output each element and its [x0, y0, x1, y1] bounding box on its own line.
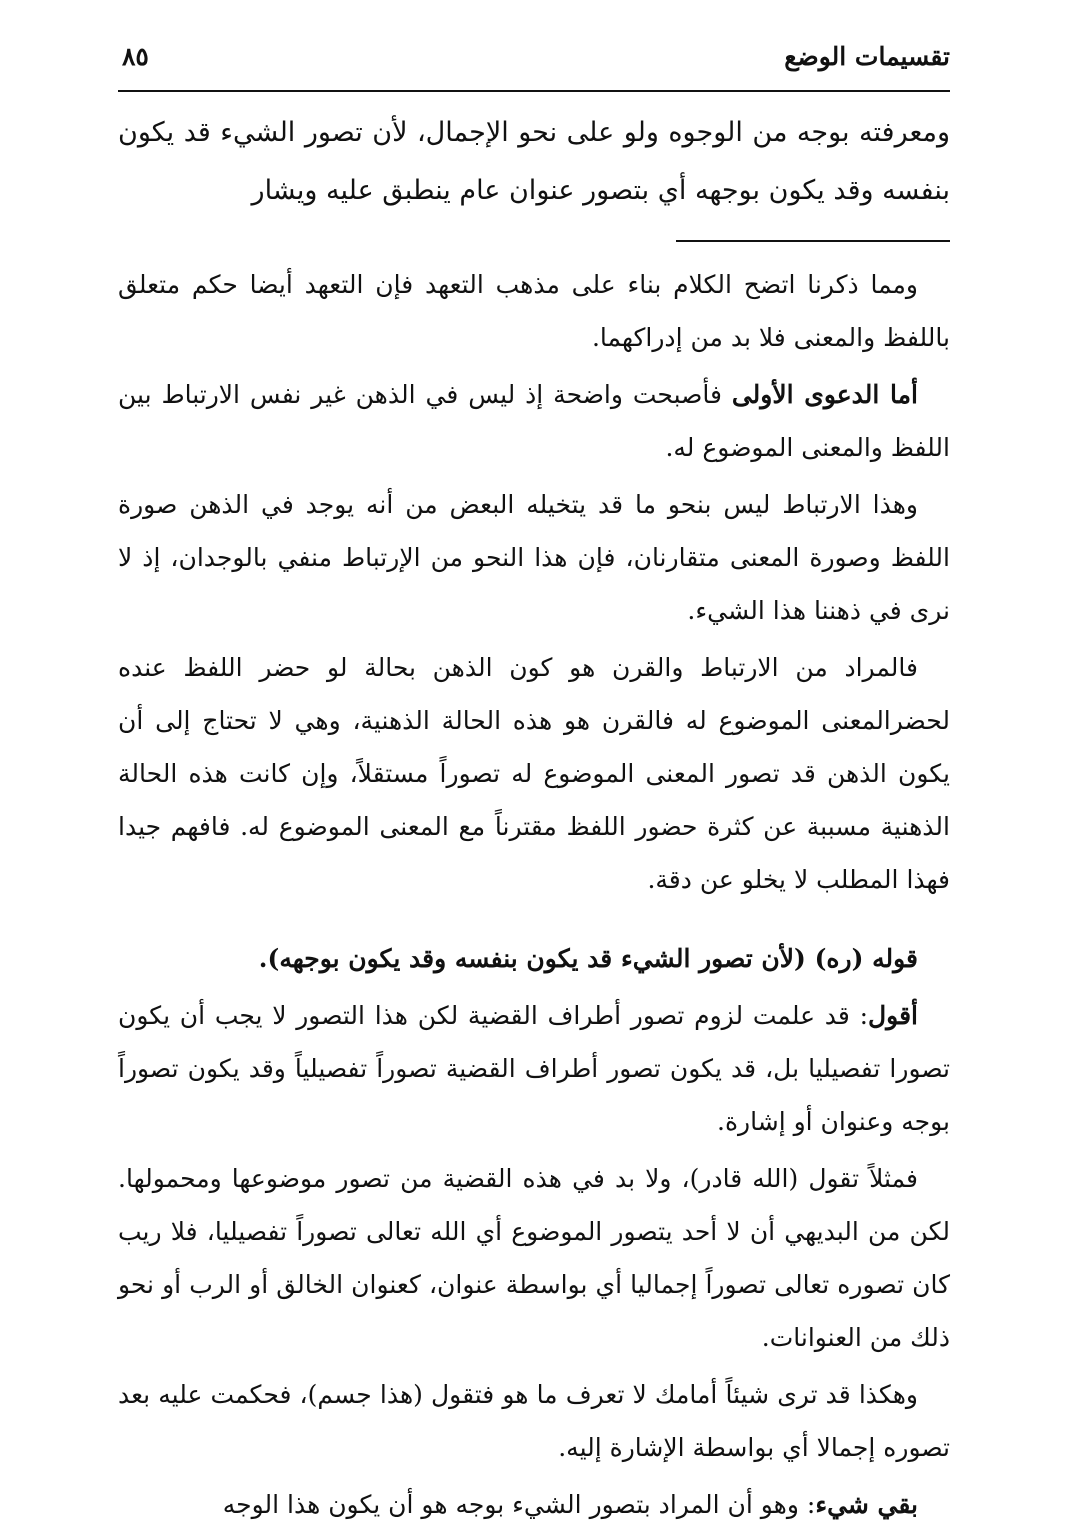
running-title: تقسيمات الوضع: [784, 42, 950, 71]
paragraph-lead: أقول: [868, 1001, 918, 1030]
paragraph: [118, 258, 950, 364]
paragraph: [118, 641, 950, 906]
paragraph-lead: أما الدعوى الأولى: [731, 380, 918, 409]
footnote-separator: [676, 240, 950, 242]
paragraph: [118, 368, 950, 474]
paragraph: [118, 989, 950, 1148]
page-header: [118, 34, 950, 92]
page-number: ٨٥: [122, 42, 149, 71]
paragraph-text: وهذا الارتباط ليس بنحو ما قد يتخيله البعض من أنه يوجد في الذهن صورة اللفظ وصورة المعنى متقارنان، فإن هذا النحو من الإرتباط منفي بالوجدان، إذ لا نرى في ذهننا هذا الشيء.: [118, 490, 950, 625]
main-text: ومعرفته بوجه من الوجوه ولو على نحو الإجمال، لأن تصور الشيء قد يكون بنفسه وقد يكون بوجهه أي بتصور عنوان عام ينطبق عليه ويشار: [118, 117, 950, 206]
paragraph: [118, 1368, 950, 1474]
section-heading: [118, 932, 950, 985]
paragraph: [118, 1478, 950, 1531]
heading-text: قوله (ره) (لأن تصور الشيء قد يكون بنفسه وقد يكون بوجهه).: [258, 944, 918, 973]
paragraph-lead: بقي شيء: [815, 1490, 918, 1519]
paragraph-text: فأصبحت واضحة إذ ليس في الذهن غير نفس الارتباط بين اللفظ والمعنى الموضوع له.: [118, 380, 950, 462]
paragraph-text: : قد علمت لزوم تصور أطراف القضية لكن هذا التصور لا يجب أن يكون تصورا تفصيليا بل، قد يكون تصور أطراف القضية تصوراً تفصيلياً وقد يكون تصوراً بوجه وعنوان أو إشارة.: [118, 1001, 950, 1136]
paragraph-text: فالمراد من الارتباط والقرن هو كون الذهن بحالة لو حضر اللفظ عنده لحضرالمعنى الموضوع له فالقرن هو هذه الحالة الذهنية، وهي لا تحتاج إلى أن يكون الذهن قد تصور المعنى الموضوع له تصوراً مستقلاً، وإن كانت هذه الحالة الذهنية مسببة عن كثرة حضور اللفظ مقترناً مع المعنى الموضوع له. فافهم جيدا فهذا المطلب لا يخلو عن دقة.: [118, 653, 950, 894]
commentary: [118, 258, 950, 1535]
paragraph: [118, 478, 950, 637]
paragraph-text: وهكذا قد ترى شيئاً أمامك لا تعرف ما هو فتقول (هذا جسم)، فحكمت عليه بعد تصوره إجمالا أي بواسطة الإشارة إليه.: [118, 1380, 950, 1462]
paragraph-text: : وهو أن المراد بتصور الشيء بوجه هو أن يكون هذا الوجه: [222, 1490, 816, 1519]
paragraph: [118, 1152, 950, 1364]
paragraph-text: ومما ذكرنا اتضح الكلام بناء على مذهب التعهد فإن التعهد أيضا حكم متعلق باللفظ والمعنى فلا بد من إدراكهما.: [118, 270, 950, 352]
paragraph-text: فمثلاً تقول (الله قادر)، ولا بد في هذه القضية من تصور موضوعها ومحمولها. لكن من البديهي أن لا أحد يتصور الموضوع أي الله تعالى تصوراً تفصيليا، فلا ريب كان تصوره تعالى تصوراً إجماليا أي بواسطة عنوان، كعنوان الخالق أو الرب أو نحو ذلك من العنوانات.: [118, 1164, 950, 1352]
